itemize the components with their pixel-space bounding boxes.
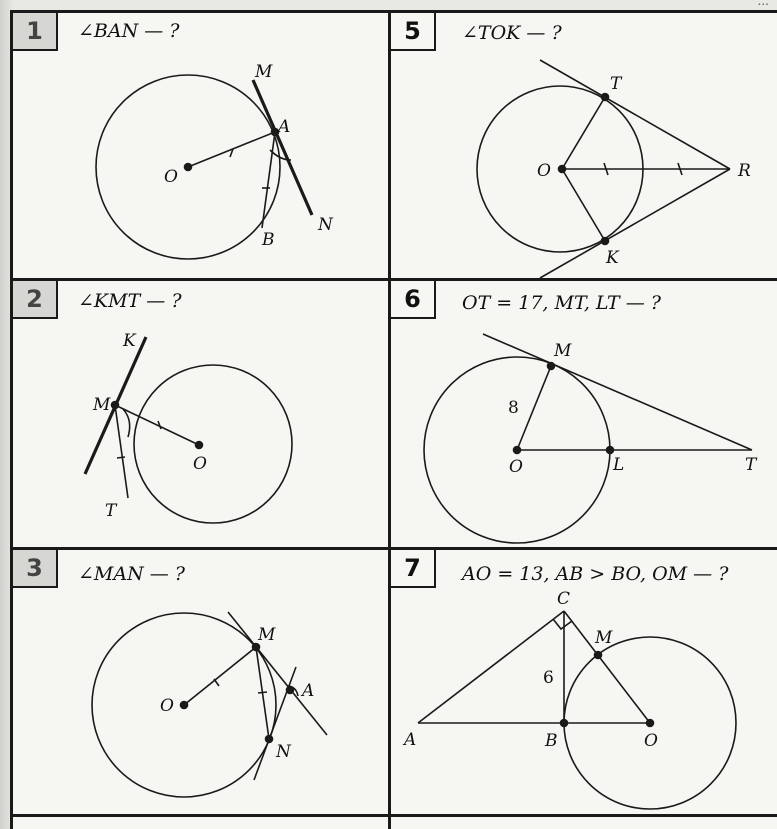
p3-radius-om [184, 647, 256, 705]
p5-point-k [602, 238, 609, 245]
p7-right-angle-mark [553, 619, 572, 629]
p7-point-o [647, 720, 654, 727]
problem-6-question: OT = 17, MT, LT — ? [462, 292, 661, 314]
p5-radius-ok [562, 169, 605, 241]
p5-tangent-rt [540, 60, 730, 169]
problem-7-question: AO = 13, AB > BO, OM — ? [462, 563, 729, 585]
p7-side-ac [418, 611, 564, 723]
problem-7-number: 7 [391, 550, 436, 588]
problem-6-number: 6 [391, 281, 436, 319]
p2-point-o [196, 442, 203, 449]
p1-label-a: A [278, 117, 291, 137]
p6-point-o [514, 447, 521, 454]
p3-point-o [181, 702, 188, 709]
p2-label-m: M [93, 395, 111, 415]
p2-label-o: O [193, 454, 207, 474]
p3-point-a [287, 687, 294, 694]
p2-tick-mt [117, 457, 125, 458]
p5-label-k: K [606, 248, 619, 268]
p1-point-o [185, 164, 192, 171]
problem-5-number: 5 [391, 13, 436, 51]
p6-label-o: O [509, 457, 523, 477]
p3-label-o: O [160, 696, 174, 716]
p1-chord-ab [262, 132, 275, 228]
p5-tangent-rk [540, 169, 730, 278]
p2-angle-arc [123, 409, 130, 437]
p6-point-m [548, 363, 555, 370]
p1-label-o: O [164, 167, 178, 187]
p2-label-t: T [105, 501, 117, 521]
p3-label-a: A [302, 681, 315, 701]
problem-2-question: ∠KMT — ? [78, 290, 182, 312]
p7-label-height: 6 [543, 668, 554, 688]
p6-point-l [607, 447, 614, 454]
p2-point-m [112, 402, 119, 409]
p7-label-a: A [404, 730, 417, 750]
p5-point-t [602, 94, 609, 101]
p6-label-m: M [554, 341, 572, 361]
p6-label-l: L [613, 455, 625, 475]
problem-5-figure [477, 60, 730, 278]
p1-tangent-mn [253, 80, 312, 215]
p3-tick-om [214, 679, 219, 686]
p3-label-n: N [276, 742, 291, 762]
p3-tick-mn [258, 692, 267, 693]
problem-1-figure [96, 75, 312, 259]
p1-radius-oa [188, 132, 275, 167]
p3-label-m: M [258, 625, 276, 645]
p5-label-r: R [738, 161, 751, 181]
p1-label-m: M [255, 62, 273, 82]
problem-2-number: 2 [13, 281, 58, 319]
problem-3-question: ∠MAN — ? [78, 563, 185, 585]
problem-6-figure [424, 334, 752, 543]
p3-point-n [266, 736, 273, 743]
p7-label-b: B [545, 731, 558, 751]
problem-2-figure [85, 337, 292, 523]
p7-point-b [561, 720, 568, 727]
p7-label-o: O [644, 731, 658, 751]
p6-radius-om [517, 366, 551, 450]
p5-point-o [559, 166, 566, 173]
header-fragment: ... [757, 0, 769, 8]
p7-point-m [595, 652, 602, 659]
p1-label-n: N [318, 215, 333, 235]
p2-chord-mt [115, 405, 128, 498]
problem-5-question: ∠TOK — ? [462, 22, 562, 44]
p1-label-b: B [262, 230, 275, 250]
p2-radius-mo [115, 405, 199, 445]
p7-label-m: M [595, 628, 613, 648]
p2-label-k: K [123, 331, 136, 351]
problem-3-number: 3 [13, 550, 58, 588]
p5-radius-ot [562, 97, 605, 169]
problem-3-figure [92, 612, 327, 797]
problem-1-question: ∠BAN — ? [78, 20, 180, 42]
p5-label-o: O [537, 161, 551, 181]
p3-tangent-n [254, 667, 296, 780]
p6-label-t: T [745, 455, 757, 475]
p6-label-radius: 8 [508, 398, 519, 418]
problem-7-figure [418, 611, 736, 809]
problem-1-number: 1 [13, 13, 58, 51]
p7-label-c: C [557, 589, 571, 609]
p5-label-t: T [610, 74, 622, 94]
p2-circle [134, 365, 292, 523]
